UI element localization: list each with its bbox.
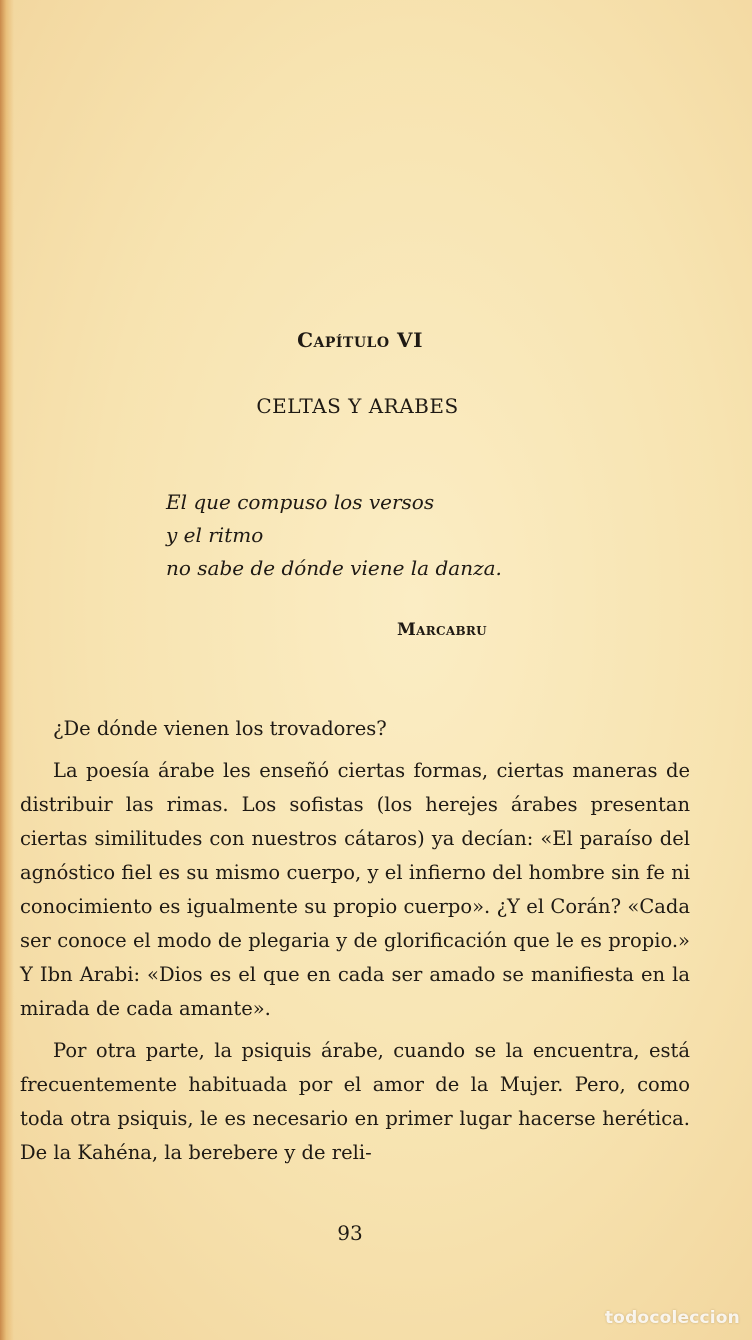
epigraph-line: no sabe de dónde viene la danza.: [166, 556, 502, 580]
paragraph: Por otra parte, la psiquis árabe, cuando se la encuentra, está frecuentemente habituada por el amor de la Mujer. Pero, como toda otra psiquis, le es necesario en primer lugar hacerse herética. De la Kahéna, la berebere y de reli-: [20, 1039, 690, 1164]
watermark-logo: todocoleccion: [604, 1308, 740, 1328]
body-text: [20, 712, 690, 1178]
paragraph: La poesía árabe les enseñó ciertas formas, ciertas maneras de distribuir las rimas. Los sofistas (los herejes árabes presentan ciertas similitudes con nuestros cátaros) ya decían: «El paraíso del agnóstico fiel es su mismo cuerpo, y el infierno del hombre sin fe ni conocimiento es igualmente su propio cuerpo». ¿Y el Corán? «Cada ser conoce el modo de plegaria y de glorificación que le es propio.» Y Ibn Arabi: «Dios es el que en cada ser amado se manifiesta en la mirada de cada amante».: [20, 759, 690, 1020]
chapter-label: Capítulo VI: [297, 328, 423, 352]
page-number: 93: [337, 1221, 363, 1245]
chapter-title: CELTAS Y ARABES: [256, 394, 459, 418]
epigraph: [166, 486, 502, 585]
paragraph: ¿De dónde vienen los trovadores?: [53, 717, 387, 740]
epigraph-author: Marcabru: [397, 620, 487, 640]
epigraph-line: El que compuso los versos: [166, 490, 435, 514]
page-edge-shadow: [0, 0, 14, 1340]
epigraph-line: y el ritmo: [166, 523, 264, 547]
